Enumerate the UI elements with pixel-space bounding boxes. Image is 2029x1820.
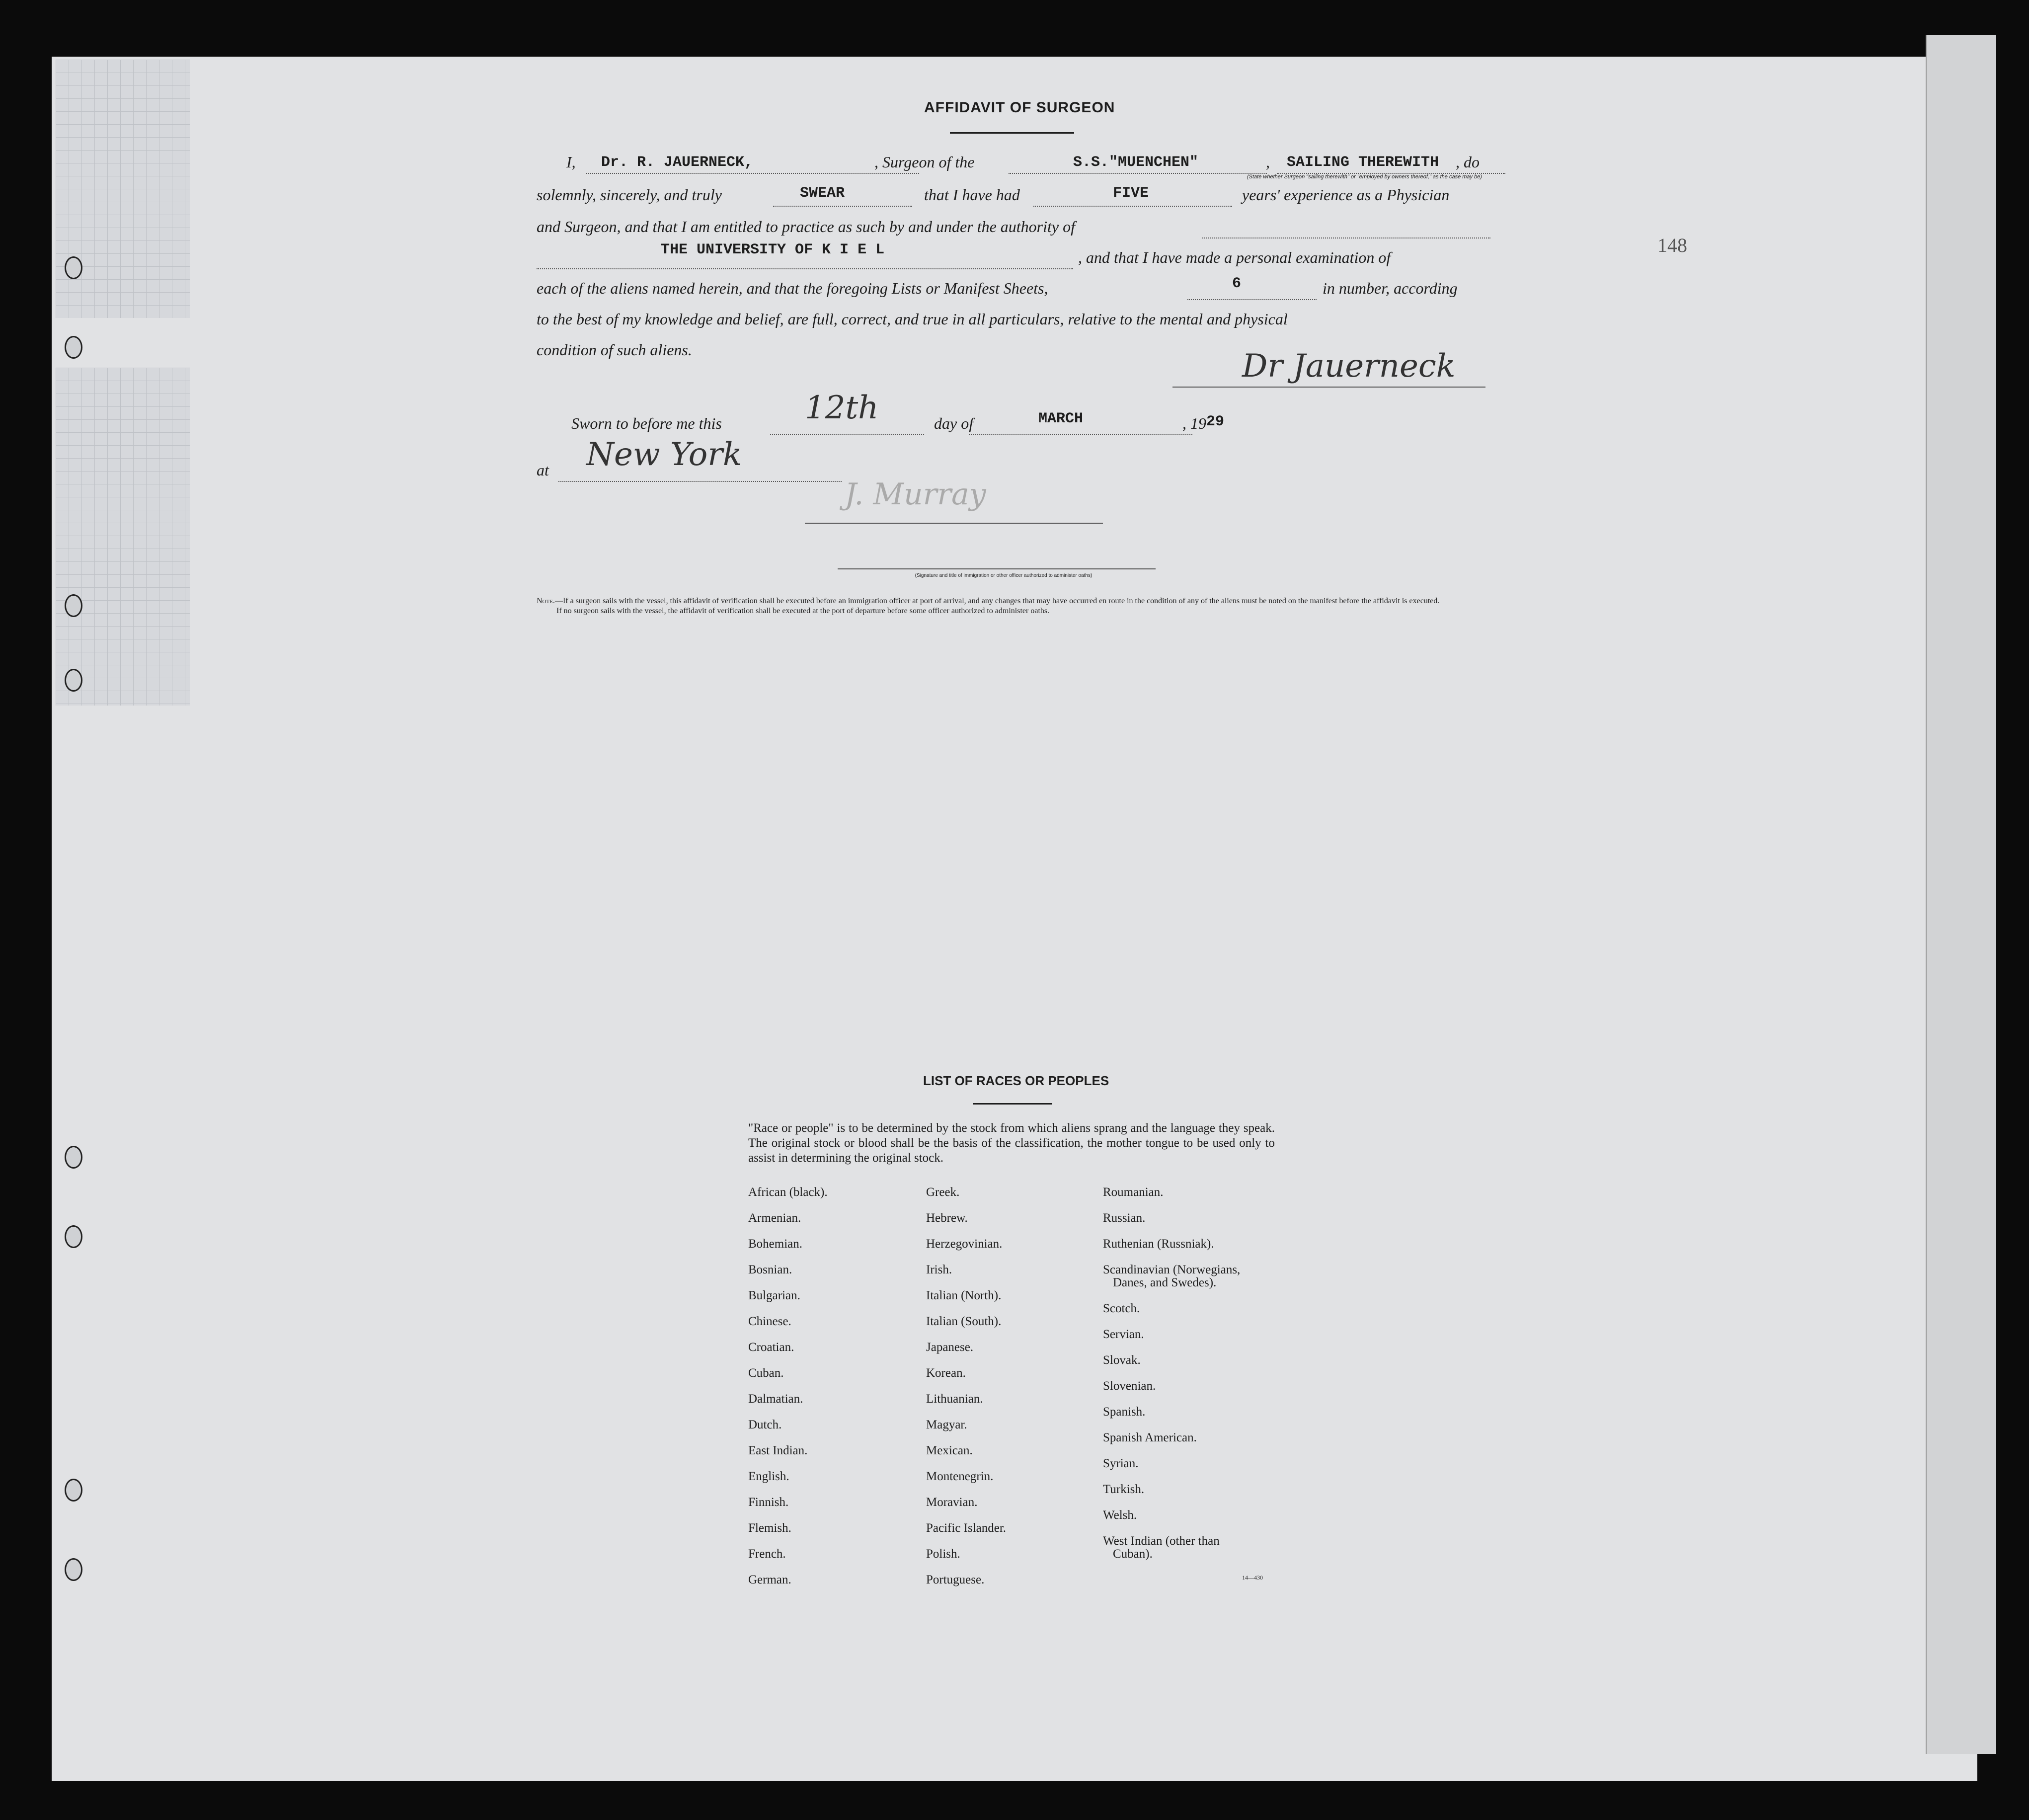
race-entry: Herzegovinian.	[926, 1237, 1003, 1251]
sworn-day: 12th	[805, 390, 879, 426]
line2-prefix: solemnly, sincerely, and truly	[537, 186, 722, 204]
race-entry: Bosnian.	[748, 1263, 792, 1276]
race-entry: Roumanian.	[1103, 1186, 1164, 1199]
place-fill-line	[558, 481, 842, 482]
affidavit-title: AFFIDAVIT OF SURGEON	[924, 99, 1115, 116]
day-fill-line	[770, 434, 924, 435]
licensing-authority: THE UNIVERSITY OF K I E L	[661, 241, 885, 258]
note-text-2: If no surgeon sails with the vessel, the affidavit of verification shall be executed at the port of departure before some officer authorized to administer oaths.	[556, 607, 1050, 615]
sailing-status: SAILING THEREWITH	[1287, 154, 1439, 171]
signature-caption: (Signature and title of immigration or other officer authorized to administer oaths)	[915, 573, 1093, 578]
race-entry: Ruthenian (Russniak).	[1103, 1237, 1214, 1251]
race-entry: Bohemian.	[748, 1237, 803, 1251]
surgeon-signature: Dr Jauerneck	[1242, 348, 1456, 385]
form-number: 14—430	[1242, 1574, 1263, 1581]
affidavit-line-3	[537, 218, 1490, 236]
race-entry: Servian.	[1103, 1328, 1144, 1341]
punch-hole	[65, 336, 82, 359]
races-column-1	[748, 1180, 828, 1593]
affidavit-note	[537, 596, 1490, 616]
years-experience: FIVE	[1113, 185, 1149, 202]
race-entry: Pacific Islander.	[926, 1521, 1007, 1535]
sailing-note: (State whether Surgeon "sailing therewith" or "employed by owners thereof," as the case may be)	[1247, 174, 1482, 180]
page-number: 148	[1657, 234, 1687, 256]
race-entry-continued: Cuban).	[1113, 1547, 1153, 1561]
month-fill-line	[969, 434, 1192, 435]
line1-prefix: I,	[566, 153, 576, 171]
oath-type: SWEAR	[800, 185, 845, 202]
line5-suffix: in number, according	[1323, 279, 1458, 297]
race-entry: African (black).	[748, 1186, 828, 1199]
race-entry: Flemish.	[748, 1521, 791, 1535]
title-underline	[950, 132, 1074, 134]
officer-signature-line-2	[838, 568, 1156, 569]
race-entry: Dutch.	[748, 1418, 782, 1431]
race-entry: English.	[748, 1470, 789, 1483]
race-entry: Mexican.	[926, 1444, 973, 1457]
punch-hole	[65, 256, 82, 279]
race-entry: Magyar.	[926, 1418, 967, 1431]
race-entry: Cuban.	[748, 1366, 784, 1380]
race-entry: Korean.	[926, 1366, 966, 1380]
punch-hole	[65, 594, 82, 617]
race-entry: West Indian (other than	[1103, 1534, 1220, 1548]
race-entry: French.	[748, 1547, 786, 1561]
race-entry: East Indian.	[748, 1444, 808, 1457]
authority-fill-line-2	[537, 268, 1073, 269]
race-entry: Bulgarian.	[748, 1289, 800, 1302]
race-entry: Chinese.	[748, 1315, 791, 1328]
binding-strip-middle	[56, 368, 190, 706]
punch-hole	[65, 1146, 82, 1169]
race-entry-continued: Danes, and Swedes).	[1113, 1276, 1217, 1289]
race-entry: Scotch.	[1103, 1302, 1140, 1315]
race-entry: Slovak.	[1103, 1353, 1141, 1367]
race-entry: Hebrew.	[926, 1211, 968, 1225]
race-entry: Armenian.	[748, 1211, 801, 1225]
surgeon-signature-line	[1172, 387, 1485, 388]
race-entry: Greek.	[926, 1186, 960, 1199]
punch-hole	[65, 1479, 82, 1502]
vessel-name: S.S."MUENCHEN"	[1073, 154, 1199, 171]
line1-mid: , Surgeon of the	[874, 153, 975, 171]
punch-hole	[65, 669, 82, 692]
race-entry: Italian (North).	[926, 1289, 1002, 1302]
page-edge	[1926, 35, 1996, 1754]
at-prefix: at	[537, 461, 549, 479]
line7-text: condition of such aliens.	[537, 341, 692, 359]
authority-fill-line	[1202, 237, 1490, 238]
line4-suffix: , and that I have made a personal examination of	[1078, 248, 1391, 266]
race-entry: Moravian.	[926, 1496, 978, 1509]
race-entry: Spanish American.	[1103, 1431, 1197, 1444]
officer-signature-line-1	[805, 523, 1103, 524]
punch-hole	[65, 1225, 82, 1248]
races-intro: "Race or people" is to be determined by the stock from which aliens sprang and the language they speak. The original stock or blood shall be the basis of the classification, the mother tongue to be used only to assist in determining the original stock.	[748, 1121, 1275, 1165]
officer-signature: J. Murray	[845, 477, 986, 512]
race-entry: Russian.	[1103, 1211, 1146, 1225]
races-column-3	[1103, 1180, 1240, 1561]
name-fill-line	[586, 173, 919, 174]
line1-suffix: , do	[1456, 153, 1480, 171]
race-entry: Dalmatian.	[748, 1392, 803, 1406]
line1-comma: ,	[1266, 153, 1270, 171]
affidavit-line-6	[537, 310, 1490, 328]
races-column-2	[926, 1180, 1006, 1593]
vessel-fill-line	[1009, 173, 1267, 174]
note-text-1: —If a surgeon sails with the vessel, this affidavit of verification shall be executed before an immigration officer at port of arrival, and any changes that may have occurred en route in the condition of any of the aliens must be noted on the manifest before the affidavit is executed.	[554, 597, 1440, 605]
race-entry: Welsh.	[1103, 1508, 1137, 1522]
sworn-year: 29	[1206, 413, 1225, 430]
line2-suffix: years' experience as a Physician	[1242, 186, 1450, 204]
race-entry: German.	[748, 1573, 791, 1586]
sworn-place: New York	[586, 436, 742, 473]
races-title: LIST OF RACES OR PEOPLES	[923, 1073, 1109, 1088]
line5-prefix: each of the aliens named herein, and that the foregoing Lists or Manifest Sheets,	[537, 279, 1048, 297]
race-entry: Croatian.	[748, 1341, 794, 1354]
oath-fill-line	[773, 206, 912, 207]
race-entry: Turkish.	[1103, 1483, 1145, 1496]
race-entry: Syrian.	[1103, 1457, 1139, 1470]
race-entry: Lithuanian.	[926, 1392, 983, 1406]
races-title-underline	[973, 1103, 1052, 1105]
race-entry: Finnish.	[748, 1496, 789, 1509]
line6-text: to the best of my knowledge and belief, are full, correct, and true in all particulars, relative to the mental and physical	[537, 310, 1288, 328]
line3-text: and Surgeon, and that I am entitled to practice as such by and under the authority of	[537, 218, 1075, 236]
race-entry: Irish.	[926, 1263, 952, 1276]
race-entry: Italian (South).	[926, 1315, 1002, 1328]
surgeon-name: Dr. R. JAUERNECK,	[601, 154, 754, 171]
race-entry: Polish.	[926, 1547, 960, 1561]
sworn-month: MARCH	[1038, 410, 1084, 427]
race-entry: Portuguese.	[926, 1573, 985, 1586]
race-entry: Scandinavian (Norwegians,	[1103, 1263, 1241, 1276]
race-entry: Japanese.	[926, 1341, 974, 1354]
sworn-year-prefix: , 19	[1182, 414, 1206, 432]
race-entry: Spanish.	[1103, 1405, 1146, 1419]
punch-hole	[65, 1558, 82, 1581]
years-fill-line	[1033, 206, 1232, 207]
manifest-sheet-count: 6	[1232, 275, 1242, 292]
sworn-mid: day of	[934, 414, 974, 432]
race-entry: Slovenian.	[1103, 1379, 1156, 1393]
binding-strip-top	[56, 60, 190, 318]
sheets-fill-line	[1187, 299, 1317, 300]
line2-mid: that I have had	[924, 186, 1020, 204]
sworn-prefix: Sworn to before me this	[571, 414, 722, 432]
note-lead: Note.	[537, 597, 555, 605]
race-entry: Montenegrin.	[926, 1470, 994, 1483]
